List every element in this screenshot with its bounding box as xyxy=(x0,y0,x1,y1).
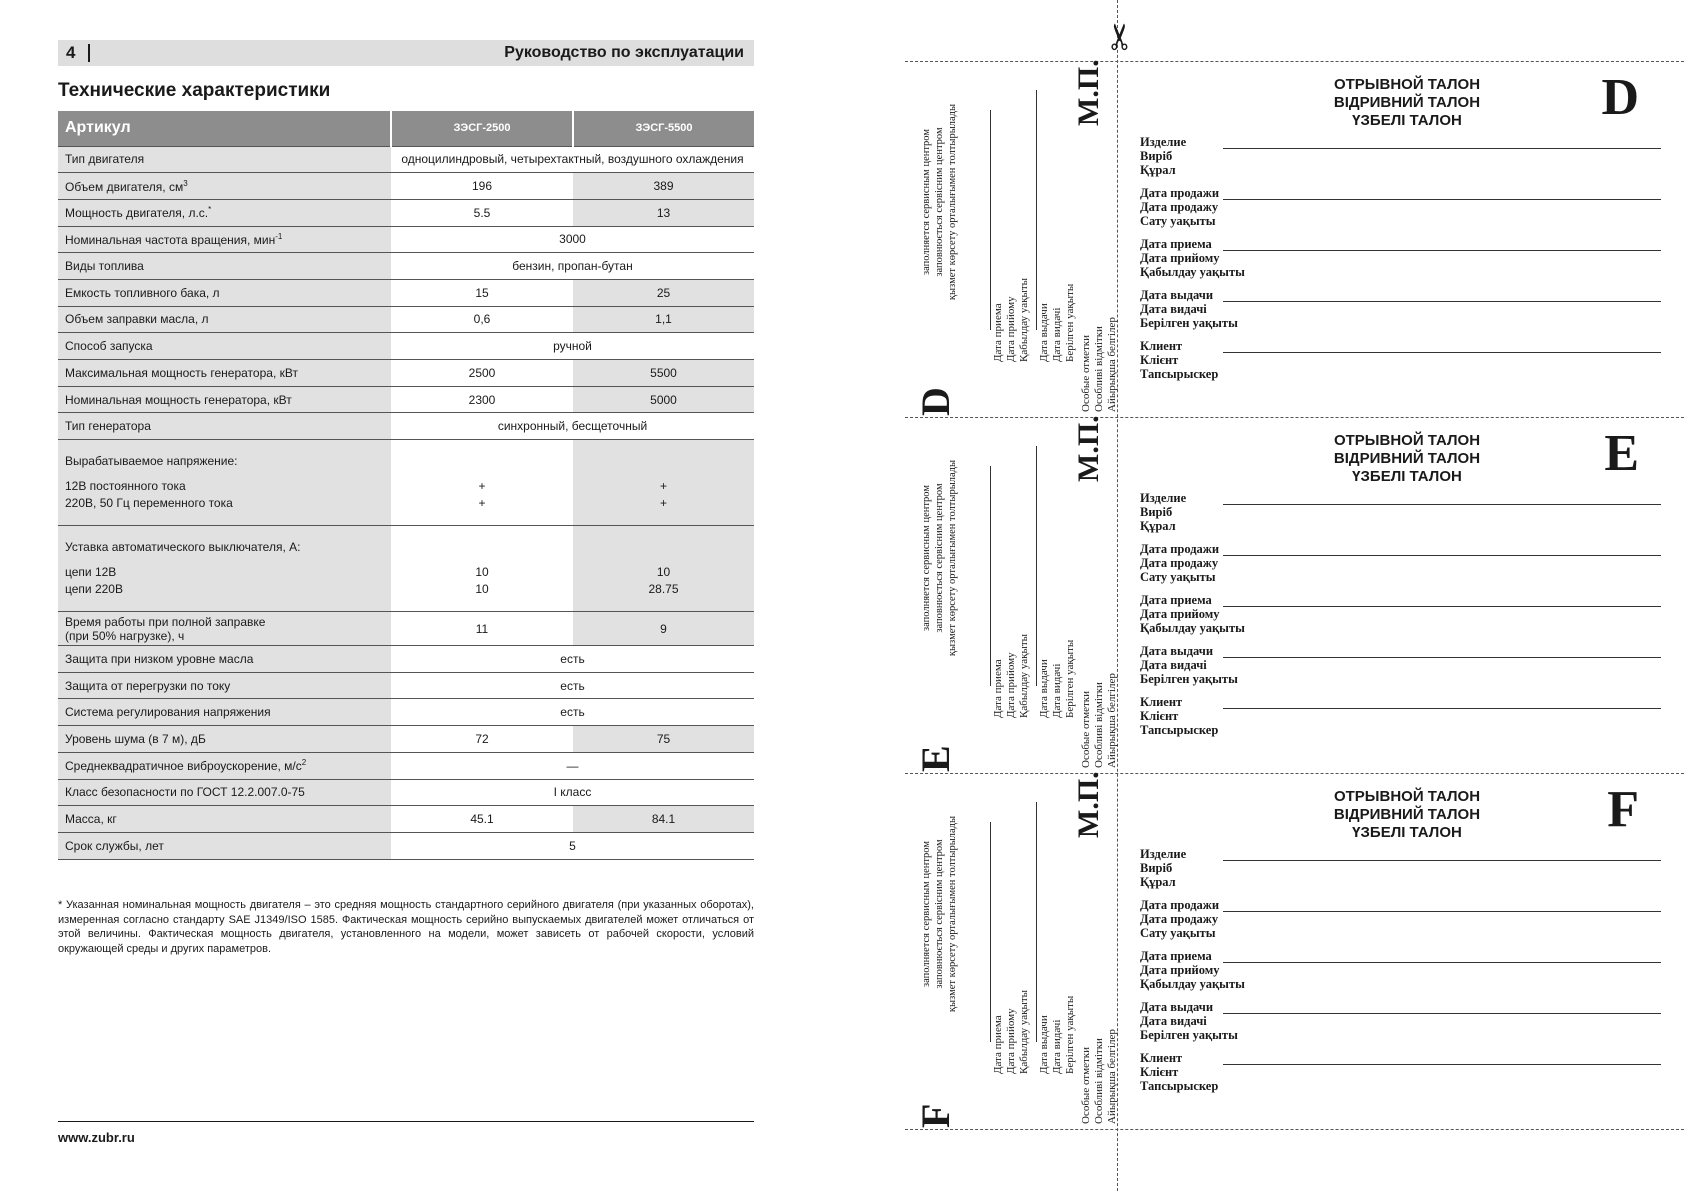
table-row xyxy=(58,726,754,753)
stub-service-note: заполняется сервисным центром заповнюється сервісним центром қызмет көрсету орталығымен толтырылады xyxy=(921,459,958,657)
row-name: Защита при низком уровне масла xyxy=(58,646,391,673)
row-value: — xyxy=(391,752,754,779)
row-name: Виды топлива xyxy=(58,253,391,280)
row-name: Емкость топливного бака, л xyxy=(58,279,391,306)
coupon-stub xyxy=(912,771,1118,1130)
row-value-2: 84.1 xyxy=(573,806,754,833)
coupon-field-line[interactable] xyxy=(1223,301,1661,302)
page-header xyxy=(58,40,754,66)
manual-title: Руководство по эксплуатации xyxy=(504,44,744,61)
row-value-2: 13 xyxy=(573,199,754,226)
table-row xyxy=(58,333,754,360)
row-value-1: 11 xyxy=(391,612,573,646)
table-row xyxy=(58,779,754,806)
coupon-field-line[interactable] xyxy=(1223,1013,1661,1014)
coupon-field-line[interactable] xyxy=(1223,250,1661,251)
row-value-1: + + xyxy=(391,440,573,526)
row-name: Масса, кг xyxy=(58,806,391,833)
row-value-2: 1,1 xyxy=(573,306,754,333)
coupon-field-line[interactable] xyxy=(1223,199,1661,200)
coupon-field-label: Дата приема Дата прийому Қабылдау уақыты xyxy=(1140,593,1245,635)
row-value-1: 2300 xyxy=(391,386,573,413)
row-name: Объем двигателя, $см^3$ xyxy=(58,173,391,200)
row-value-1: 0,6 xyxy=(391,306,573,333)
row-name: Мощность двигателя, л.с.* xyxy=(58,199,391,226)
table-row xyxy=(58,226,754,253)
table-row xyxy=(58,279,754,306)
row-name-superscript: 2 xyxy=(301,758,307,768)
stub-reception: Дата приема Дата прийому Қабылдау уақыты xyxy=(992,989,1030,1074)
stub-signature-line xyxy=(990,466,991,686)
stub-issue: Дата выдачи Дата видачі Берілген уақыты xyxy=(1038,639,1076,718)
coupon-field-line[interactable] xyxy=(1223,504,1661,505)
stub-service-note: заполняется сервисным центром заповнюється сервісним центром қызмет көрсету орталығымен толтырылады xyxy=(921,103,958,301)
row-value: есть xyxy=(391,646,754,673)
coupon-field-line[interactable] xyxy=(1223,1064,1661,1065)
table-row xyxy=(58,806,754,833)
row-value: 3000 xyxy=(391,226,754,253)
table-row xyxy=(58,832,754,859)
coupon-field-line[interactable] xyxy=(1223,657,1661,658)
stub-signature-line xyxy=(1036,446,1037,686)
row-value-1: 10 10 xyxy=(391,526,573,612)
row-name: Срок службы, лет xyxy=(58,832,391,859)
row-name: Уставка автоматического выключателя, А: цепи 12В цепи 220В xyxy=(58,526,391,612)
row-name: Номинальная частота вращения, мин$^{-1}$ xyxy=(58,226,391,253)
stub-signature-line xyxy=(1036,802,1037,1042)
table-row xyxy=(58,173,754,200)
row-value-2: 5000 xyxy=(573,386,754,413)
row-value: есть xyxy=(391,699,754,726)
coupon-field-label: Клиент Клієнт Тапсырыскер xyxy=(1140,1051,1219,1093)
stub-reception: Дата приема Дата прийому Қабылдау уақыты xyxy=(992,633,1030,718)
tear-off-coupon xyxy=(1117,62,1684,418)
header-model-1: ЗЭСГ-2500 xyxy=(391,111,573,146)
stamp-place: М.П. xyxy=(1072,59,1105,126)
coupon-field-label: Дата выдачи Дата видачі Берілген уақыты xyxy=(1140,1000,1238,1042)
coupon-field-line[interactable] xyxy=(1223,708,1661,709)
stub-reception: Дата приема Дата прийому Қабылдау уақыты xyxy=(992,277,1030,362)
table-row xyxy=(58,646,754,673)
coupon-letter: E xyxy=(1604,425,1639,482)
row-name: Вырабатываемое напряжение: 12В постоянного тока 220В, 50 Гц переменного тока xyxy=(58,440,391,526)
tear-off-coupon xyxy=(1117,418,1684,774)
stub-service-note: заполняется сервисным центром заповнюється сервісним центром қызмет көрсету орталығымен толтырылады xyxy=(921,815,958,1013)
header-model-2: ЗЭСГ-5500 xyxy=(573,111,754,146)
tear-off-coupon xyxy=(1117,774,1684,1130)
row-name: Система регулирования напряжения xyxy=(58,699,391,726)
row-value-2: + + xyxy=(573,440,754,526)
stub-issue: Дата выдачи Дата видачі Берілген уақыты xyxy=(1038,995,1076,1074)
row-value: ручной xyxy=(391,333,754,360)
coupon-title: ОТРЫВНОЙ ТАЛОН ВІДРИВНИЙ ТАЛОН ҮЗБЕЛІ ТАЛОН xyxy=(1333,788,1481,841)
row-value-2: 10 28.75 xyxy=(573,526,754,612)
header-article: Артикул xyxy=(58,111,391,146)
row-value-1: 2500 xyxy=(391,360,573,387)
stamp-place: М.П. xyxy=(1072,415,1105,482)
footnote: * Указанная номинальная мощность двигателя – это средняя мощность стандартного серийного двигателя (при указанных оборотах), измеренная согласно стандарту SAE J1349/ISO 1585. Фактическая мощность серийно выпускаемых двигателей может отличаться от этой величины. Фактическая мощность двигателя, установленного на модели, может зависеть от рабочей скорости, условий окружающей среды и других параметров. xyxy=(58,899,754,955)
table-row xyxy=(58,199,754,226)
row-value-1: 15 xyxy=(391,279,573,306)
footer-divider xyxy=(58,1121,754,1122)
coupon-field-line[interactable] xyxy=(1223,555,1661,556)
table-row xyxy=(58,699,754,726)
coupon-field-line[interactable] xyxy=(1223,911,1661,912)
coupon-field-label: Клиент Клієнт Тапсырыскер xyxy=(1140,339,1219,381)
coupon-title: ОТРЫВНОЙ ТАЛОН ВІДРИВНИЙ ТАЛОН ҮЗБЕЛІ ТАЛОН xyxy=(1333,432,1481,485)
stub-signature-line xyxy=(990,822,991,1042)
table-row xyxy=(58,752,754,779)
row-name: Объем заправки масла, л xyxy=(58,306,391,333)
coupon-field-line[interactable] xyxy=(1223,352,1661,353)
row-name: Тип генератора xyxy=(58,413,391,440)
coupon-field-label: Дата продажи Дата продажу Сату уақыты xyxy=(1140,898,1220,940)
row-value: 5 xyxy=(391,832,754,859)
row-value-2: 9 xyxy=(573,612,754,646)
stamp-place: М.П. xyxy=(1072,771,1105,838)
row-value: одноцилиндровый, четырехтактный, воздушного охлаждения xyxy=(391,146,754,173)
table-row xyxy=(58,360,754,387)
stub-signature-line xyxy=(990,110,991,330)
coupon-title: ОТРЫВНОЙ ТАЛОН ВІДРИВНИЙ ТАЛОН ҮЗБЕЛІ ТАЛОН xyxy=(1333,76,1481,129)
coupon-field-label: Изделие Виріб Құрал xyxy=(1140,847,1187,889)
coupon-field-label: Изделие Виріб Құрал xyxy=(1140,491,1187,533)
coupon-field-line[interactable] xyxy=(1223,148,1661,149)
coupon-letter: F xyxy=(1607,781,1639,838)
scissors-icon: ✂ xyxy=(1100,21,1142,52)
coupon-field-line[interactable] xyxy=(1223,606,1661,607)
row-value-1: 72 xyxy=(391,726,573,753)
row-value: бензин, пропан-бутан xyxy=(391,253,754,280)
row-value-2: 5500 xyxy=(573,360,754,387)
stub-letter: F xyxy=(913,1103,958,1128)
row-name-superscript: -1 xyxy=(275,231,283,241)
row-name: Тип двигателя xyxy=(58,146,391,173)
footer-url[interactable]: www.zubr.ru xyxy=(58,1130,135,1145)
coupon-field-label: Клиент Клієнт Тапсырыскер xyxy=(1140,695,1219,737)
stub-marks: Особые отметки Особливі відмітки Айырықша белгілер xyxy=(1080,317,1118,412)
row-value-2: 389 xyxy=(573,173,754,200)
coupon-field-label: Изделие Виріб Құрал xyxy=(1140,135,1187,177)
coupon-letter: D xyxy=(1601,69,1639,126)
row-name: Класс безопасности по ГОСТ 12.2.007.0-75 xyxy=(58,779,391,806)
row-name-superscript: 3 xyxy=(183,178,188,188)
row-value: I класс xyxy=(391,779,754,806)
row-name: Защита от перегрузки по току xyxy=(58,672,391,699)
table-row xyxy=(58,413,754,440)
row-name: Способ запуска xyxy=(58,333,391,360)
coupon-field-label: Дата приема Дата прийому Қабылдау уақыты xyxy=(1140,237,1245,279)
stub-marks: Особые отметки Особливі відмітки Айырықша белгілер xyxy=(1080,1029,1118,1124)
stub-issue: Дата выдачи Дата видачі Берілген уақыты xyxy=(1038,283,1076,362)
row-name: Среднеквадратичное виброускорение, $м/с^2$ xyxy=(58,752,391,779)
coupon-field-label: Дата выдачи Дата видачі Берілген уақыты xyxy=(1140,644,1238,686)
row-value: синхронный, бесщеточный xyxy=(391,413,754,440)
coupon-field-line[interactable] xyxy=(1223,860,1661,861)
coupon-stub xyxy=(912,59,1118,418)
table-row xyxy=(58,306,754,333)
stub-marks: Особые отметки Особливі відмітки Айырықша белгілер xyxy=(1080,673,1118,768)
table-row xyxy=(58,672,754,699)
row-name: Номинальная мощность генератора, кВт xyxy=(58,386,391,413)
header-divider xyxy=(88,44,90,62)
table-row-voltage xyxy=(58,440,754,526)
stub-letter: D xyxy=(913,387,958,416)
row-name-superscript: * xyxy=(208,205,212,215)
table-row xyxy=(58,386,754,413)
coupon-field-label: Дата выдачи Дата видачі Берілген уақыты xyxy=(1140,288,1238,330)
row-name: Максимальная мощность генератора, кВт xyxy=(58,360,391,387)
section-title: Технические характеристики xyxy=(58,80,331,101)
coupon-field-label: Дата приема Дата прийому Қабылдау уақыты xyxy=(1140,949,1245,991)
spec-table xyxy=(58,111,754,860)
page-number: 4 xyxy=(66,43,76,62)
coupon-field-line[interactable] xyxy=(1223,962,1661,963)
coupon-field-label: Дата продажи Дата продажу Сату уақыты xyxy=(1140,186,1220,228)
coupon-field-label: Дата продажи Дата продажу Сату уақыты xyxy=(1140,542,1220,584)
table-row-breaker xyxy=(58,526,754,612)
coupon-stub xyxy=(912,415,1118,774)
table-header-row xyxy=(58,111,754,146)
row-name: Время работы при полной заправке (при 50% нагрузке), ч xyxy=(58,612,391,646)
stub-signature-line xyxy=(1036,90,1037,330)
table-row-runtime xyxy=(58,612,754,646)
row-value: есть xyxy=(391,672,754,699)
row-value-1: 196 xyxy=(391,173,573,200)
row-value-2: 25 xyxy=(573,279,754,306)
row-value-1: 5.5 xyxy=(391,199,573,226)
stub-letter: E xyxy=(913,745,958,772)
row-value-1: 45.1 xyxy=(391,806,573,833)
row-name: Уровень шума (в 7 м), дБ xyxy=(58,726,391,753)
table-row xyxy=(58,146,754,173)
table-row xyxy=(58,253,754,280)
row-value-2: 75 xyxy=(573,726,754,753)
